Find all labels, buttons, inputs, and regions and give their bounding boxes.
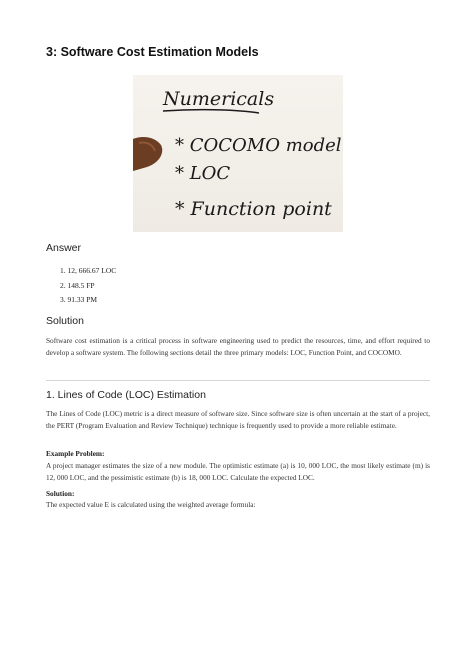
notes-line-2: * COCOMO model — [175, 135, 342, 156]
answer-list — [60, 264, 116, 308]
notes-line-3: * LOC — [175, 163, 231, 184]
example-problem-text: A project manager estimates the size of a new module. The optimistic estimate (a) is 10, 000 LOC, the most likely estimate (m) is 12, 000 LOC, and the pessimistic estimate (b) is 18, 000 LOC. Calculate the expected LOC. — [46, 461, 430, 483]
section-divider — [46, 380, 430, 381]
notes-line-4: * Function point — [175, 198, 332, 220]
answer-item-1: 1. 12, 666.67 LOC — [60, 266, 117, 275]
solution-heading: Solution — [46, 315, 84, 327]
answer-heading: Answer — [46, 242, 82, 254]
solution-paragraph: Software cost estimation is a critical process in software engineering used to predict the resources, time, and effort required to develop a software system. The following sections detail the three primary models: LOC, Function Point, and COCOMO. — [46, 336, 430, 358]
loc-intro-paragraph: The Lines of Code (LOC) metric is a direct measure of software size. Since software size is often uncertain at the start of a project, the PERT (Program Evaluation and Review Technique) technique is frequently used to provide a more reliable estimate. — [46, 409, 430, 431]
handwritten-notes-image — [133, 75, 343, 232]
example-problem-label: Example Problem: — [46, 449, 105, 458]
handwritten-notes-drawing — [133, 75, 343, 232]
solution-label: Solution: — [46, 489, 75, 498]
answer-item-2: 2. 148.5 FP — [60, 280, 95, 290]
expected-value-line: The expected value E is calculated using the weighted average formula: — [46, 500, 256, 509]
answer-item-3: 3. 91.33 PM — [60, 295, 98, 304]
loc-heading: 1. Lines of Code (LOC) Estimation — [46, 389, 206, 401]
page-title: 3: Software Cost Estimation Models — [46, 45, 259, 59]
notes-line-1: Numericals — [163, 88, 275, 110]
